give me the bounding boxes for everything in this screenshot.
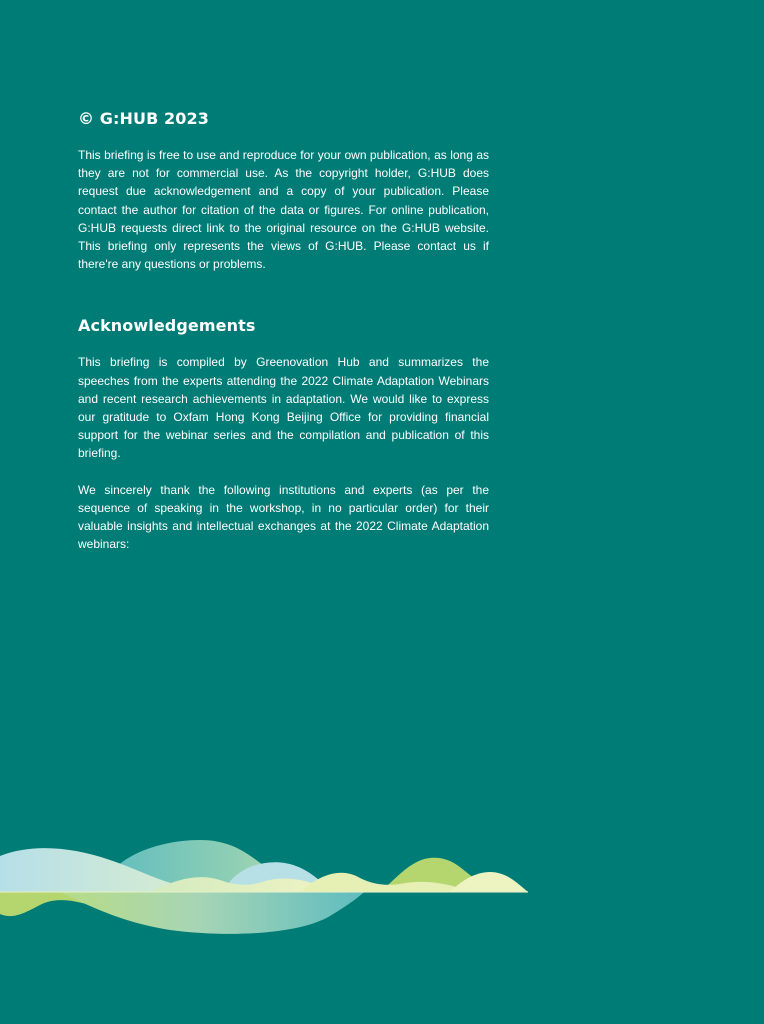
horizon-line (0, 891, 528, 893)
content-column (78, 108, 489, 553)
copyright-text: This briefing is free to use and reproduce for your own publication, as long as they are not for commercial use. As the copyright holder, G:HUB does request due acknowledgement and a copy of your publication. Please contact the author for citation of the data or figures. For online publication, G:HUB requests direct link to the original resource on the G:HUB website. This briefing only represents the views of G:HUB. Please contact us if there're any questions or problems. (78, 148, 489, 272)
paragraph-spacer (78, 463, 489, 481)
wave-decoration-graphic (0, 836, 560, 946)
acknowledgements-heading: Acknowledgements (78, 316, 256, 336)
lower-teal-bowl (60, 892, 364, 934)
acknowledgements-paragraph-1: This briefing is compiled by Greenovation Hub and summarizes the speeches from the experts attending the 2022 Climate Adaptation Webinars and recent research achievements in adaptation. We would like to express our gratitude to Oxfam Hong Kong Beijing Office for providing financial support for the webinar series and the compilation and publication of this briefing. (78, 355, 489, 461)
section-spacer (78, 273, 489, 315)
acknowledgements-paragraph-2: We sincerely thank the following institutions and experts (as per the sequence of speaking in the workshop, in no particular order) for their valuable insights and intellectual exchanges at the 2022 Climate Adaptation webinars: (78, 482, 489, 552)
copyright-heading: © G:HUB 2023 (78, 109, 209, 128)
